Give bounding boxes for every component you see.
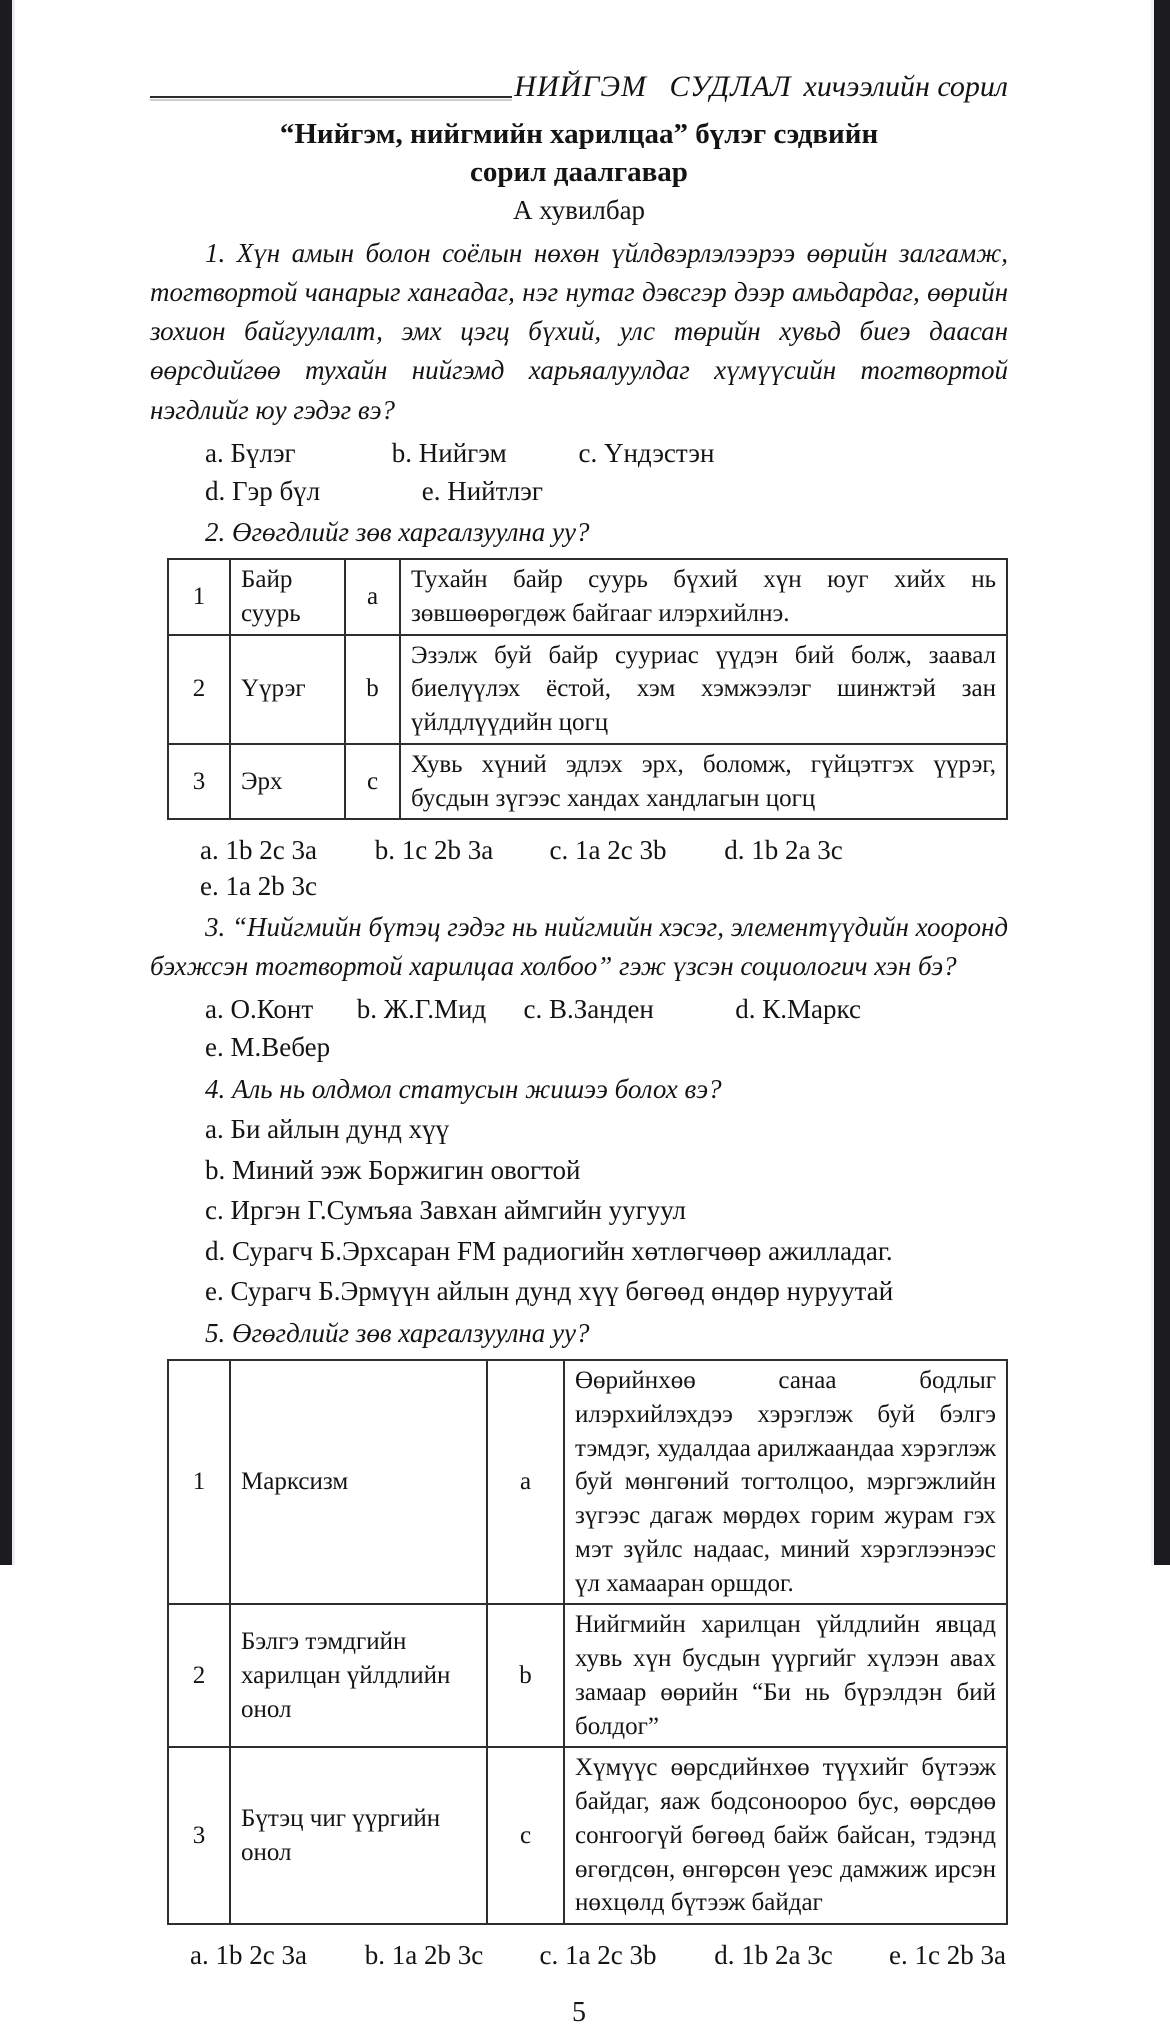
option-e: e. Сурагч Б.Эрмүүн айлын дунд хүү бөгөөд өндөр нуруутай bbox=[205, 1275, 894, 1306]
answer-e: e. 1a 2b 3c bbox=[200, 870, 317, 901]
answer-c: c. 1a 2c 3b bbox=[549, 835, 667, 866]
answer-b: b. 1c 2b 3a bbox=[374, 835, 494, 866]
question-4-text: 4. Аль нь олдмол статусын жишээ болох вэ? bbox=[205, 1073, 722, 1104]
running-header bbox=[150, 70, 1008, 105]
row-number: 2 bbox=[168, 1604, 230, 1747]
answer-a: a. 1b 2c 3a bbox=[190, 1940, 307, 1971]
option-d: d. Гэр бүл bbox=[205, 476, 321, 507]
option-a: a. Бүлэг bbox=[205, 437, 296, 468]
option-b: b. Миний ээж Боржигин овогтой bbox=[205, 1154, 581, 1185]
table-row bbox=[168, 1747, 1007, 1924]
question-1-options-row-1 bbox=[205, 434, 1008, 472]
option-c: c. Иргэн Г.Сумъяа Завхан аймгийн уугуул bbox=[205, 1195, 686, 1226]
row-number: 1 bbox=[168, 1360, 230, 1604]
description-cell: Хүмүүс өөрсдийнхөө түүхийг бүтээж байдаг, яаж бодсоноороо бус, өөрсдөө сонгоогүй бөгөөд байж байсан, тэдэнд өгөгдсөн, өнгөрсөн үеэс дамжиж ирсэн нөхцөлд бүтээж байдаг bbox=[564, 1747, 1007, 1924]
description-cell: Нийгмийн харилцан үйлдлийн явцад хувь хүн бусдын үүргийг хүлээн авах замаар өөрийн “Би нь бүрэлдэн бий болдог” bbox=[564, 1604, 1007, 1747]
answer-b: b. 1a 2b 3c bbox=[364, 1940, 484, 1971]
answer-c: c. 1a 2c 3b bbox=[539, 1940, 657, 1971]
term-cell: Үүрэг bbox=[230, 635, 345, 744]
question-2-text: 2. Өгөгдлийг зөв харгалзуулна уу? bbox=[205, 517, 590, 548]
option-c: c. Үндэстэн bbox=[578, 437, 715, 468]
table-row bbox=[168, 635, 1007, 744]
option-e: e. Нийтлэг bbox=[421, 476, 543, 507]
description-cell: Тухайн байр суурь бүхий хүн юуг хийх нь зөвшөөрөгдөж байгааг илэрхийлнэ. bbox=[400, 559, 1007, 635]
right-edge-divider bbox=[1151, 0, 1154, 1565]
page-number: 5 bbox=[572, 1997, 586, 2029]
question-4-options bbox=[205, 1110, 1008, 1311]
header-subject-title: НИЙГЭМ СУДЛАЛ bbox=[514, 70, 792, 103]
right-edge-stripe bbox=[1154, 0, 1170, 1565]
variant-label: А хувилбар bbox=[512, 195, 646, 226]
header-subject-subtitle: хичээлийн сорил bbox=[803, 70, 1008, 103]
left-edge-divider bbox=[12, 0, 15, 1565]
option-d: d. Сурагч Б.Эрхсаран FM радиогийн хөтлөгчөөр ажилладаг. bbox=[205, 1235, 893, 1266]
answer-d: d. 1b 2a 3c bbox=[714, 1940, 833, 1971]
answer-e: e. 1c 2b 3a bbox=[889, 1940, 1006, 1971]
row-number: 1 bbox=[168, 559, 230, 635]
description-cell: Өөрийнхөө санаа бодлыг илэрхийлэхдээ хэрэглэж буй бэлгэ тэмдэг, худалдаа арилжаандаа хэрэглэж буй мөнгөний тогтолцоо, мэргэжлийн зүгээс дагаж мөрдөх горим журам гэх мэт зүйлс надаас, миний хэрэглээнээс үл хамааран оршдог. bbox=[564, 1360, 1007, 1604]
table-row bbox=[168, 744, 1007, 820]
letter-cell: a bbox=[487, 1360, 564, 1604]
table-row bbox=[168, 1360, 1007, 1604]
left-edge-stripe bbox=[0, 0, 12, 1565]
option-e: e. М.Вебер bbox=[205, 1032, 331, 1063]
letter-cell: a bbox=[345, 559, 400, 635]
question-2-answers-row bbox=[200, 833, 1008, 903]
matching-table-2 bbox=[167, 1359, 1008, 1925]
chapter-title-line2: сорил даалгавар bbox=[470, 155, 688, 188]
question-3-options-row bbox=[205, 990, 1008, 1067]
answer-d: d. 1b 2a 3c bbox=[724, 835, 843, 866]
option-b: b. Ж.Г.Мид bbox=[356, 993, 487, 1024]
option-c: c. В.Занден bbox=[523, 993, 654, 1024]
table-row bbox=[168, 1604, 1007, 1747]
question-1-options-row-2 bbox=[205, 472, 1008, 510]
matching-table-1 bbox=[167, 558, 1008, 820]
term-cell: Бэлгэ тэмдгийн харилцан үйлдлийн онол bbox=[230, 1604, 487, 1747]
option-d: d. К.Маркс bbox=[735, 993, 861, 1024]
header-rule-line bbox=[150, 96, 512, 98]
description-cell: Хувь хүний эдлэх эрх, боломж, гүйцэтгэх үүрэг, бусдын зүгээс хандах хандлагын цогц bbox=[400, 744, 1007, 820]
term-cell: Байр суурь bbox=[230, 559, 345, 635]
letter-cell: b bbox=[487, 1604, 564, 1747]
option-b: b. Нийгэм bbox=[391, 437, 507, 468]
table-row bbox=[168, 559, 1007, 635]
term-cell: Эрх bbox=[230, 744, 345, 820]
letter-cell: b bbox=[345, 635, 400, 744]
question-3-text: 3. “Нийгмийн бүтэц гэдэг нь нийгмийн хэсэг, элементүүдийн хооронд бэхжсэн тогтвортой харилцаа холбоо” гэж үзсэн социологич хэн бэ? bbox=[150, 911, 1008, 981]
question-5-text: 5. Өгөгдлийг зөв харгалзуулна уу? bbox=[205, 1318, 590, 1349]
option-a: a. Би айлын дунд хүү bbox=[205, 1114, 450, 1145]
question-5-answers-row bbox=[190, 1938, 1008, 1973]
answer-a: a. 1b 2c 3a bbox=[200, 835, 317, 866]
letter-cell: c bbox=[345, 744, 400, 820]
option-a: a. О.Конт bbox=[205, 993, 314, 1024]
question-1-text: 1. Хүн амын болон соёлын нөхөн үйлдвэрлэлээрээ өөрийн залгамж, тогтвортой чанарыг хангадаг, нэг нутаг дэвсгэр дээр амьдардаг, өөрийн зохион байгуулалт, эмх цэгц бүхий, улс төрийн хувьд биеэ даасан өөрсдийгөө тухайн нийгэмд харьяалуулдаг хүмүүсийн тогтвортой нэгдлийг юу гэдэг вэ? bbox=[150, 238, 1008, 425]
row-number: 3 bbox=[168, 744, 230, 820]
description-cell: Эзэлж буй байр сууриас үүдэн бий болж, заавал биелүүлэх ёстой, хэм хэмжээлэг шинжтэй зан үйлдлүүдийн цогц bbox=[400, 635, 1007, 744]
term-cell: Бүтэц чиг үүргийн онол bbox=[230, 1747, 487, 1924]
letter-cell: c bbox=[487, 1747, 564, 1924]
row-number: 2 bbox=[168, 635, 230, 744]
row-number: 3 bbox=[168, 1747, 230, 1924]
chapter-title-line1: “Нийгэм, нийгмийн харилцаа” бүлэг сэдвийн bbox=[279, 117, 879, 150]
term-cell: Марксизм bbox=[230, 1360, 487, 1604]
document-page bbox=[150, 70, 1008, 2029]
